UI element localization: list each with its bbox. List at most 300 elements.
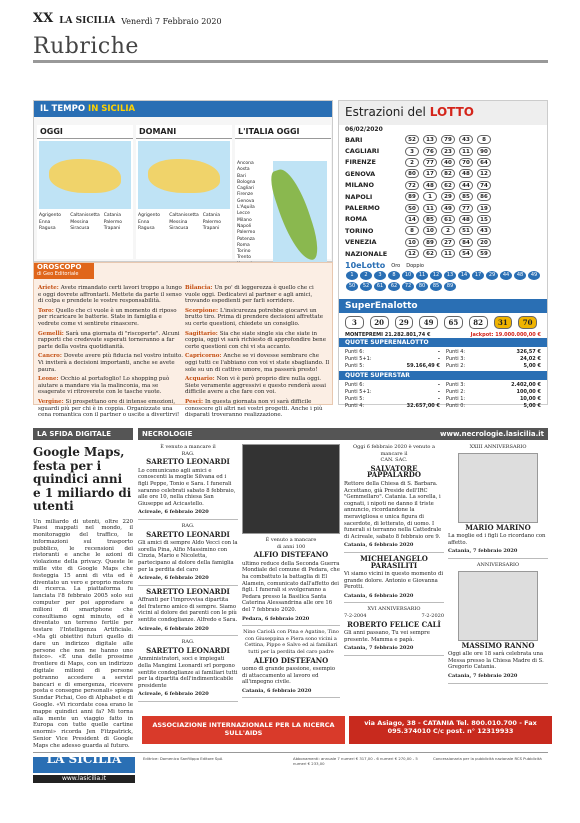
lotto-row — [339, 191, 547, 202]
lotto-ball: 2 — [405, 158, 419, 167]
lotto-city: BARI — [345, 135, 363, 144]
horoscope-entry — [38, 376, 183, 396]
horoscope-title: OROSCOPO — [37, 263, 82, 271]
lotto-title-b: LOTTO — [429, 105, 474, 119]
obit-city-date: Catania, 7 febbraio 2020 — [344, 645, 414, 652]
quote-cell — [345, 349, 440, 355]
lotto-row — [339, 157, 547, 168]
horoscope-text: Sia che siate single sia che siate in coppia, oggi vi sarà richiesto di approfondire bene certe questioni con chi vi sta accanto. — [185, 330, 326, 350]
weather-city: Agrigento — [39, 213, 62, 218]
quote-cell — [446, 382, 541, 388]
weather-tomorrow-title: DOMANI — [136, 125, 232, 139]
lotto-ball: 77 — [459, 204, 473, 213]
dieci-ball: 72 — [402, 282, 414, 291]
lotto-city: NAPOLI — [345, 192, 373, 201]
horoscope-entry — [185, 285, 330, 305]
obit-city-date: Catania, 7 febbraio 2020 — [448, 672, 518, 679]
lotto-ball: 52 — [405, 135, 419, 144]
obit-name: SARETTO LEONARDI — [146, 586, 230, 596]
ad-association: ASSOCIAZIONE INTERNAZIONALE PER LA RICERCA SULL'AIDS — [142, 716, 345, 744]
superenalotto-title: SuperEnalotto — [339, 299, 547, 313]
weather-bar-highlight: IN SICILIA — [88, 104, 136, 114]
lotto-ball: 79 — [441, 135, 455, 144]
dieci-ball: 49 — [528, 271, 540, 280]
obit-city-date: Acireale, 6 febbraio 2020 — [138, 691, 209, 698]
lotto-ball: 89 — [405, 192, 419, 201]
lotto-ball: 11 — [459, 147, 473, 156]
lotto-ball: 1 — [423, 192, 437, 201]
obit-name: MICHELANGELO PARASILITI — [360, 553, 428, 570]
superenalotto-ball: 82 — [469, 316, 488, 329]
horoscope-sign: Scorpione: — [185, 307, 220, 314]
lotto-ball: 12 — [477, 169, 491, 178]
horoscope-text: Dovete avere più fiducia nel vostro intuito. Vi inviterà a decisioni importanti, anche se avete paura. — [38, 353, 183, 373]
lotto-ball: 86 — [477, 192, 491, 201]
lotto-city: GENOVA — [345, 169, 376, 178]
quote-value: 10,00 € — [519, 396, 541, 403]
lotto-ball: 64 — [477, 158, 491, 167]
quote-label: Punti 5: — [345, 363, 365, 370]
lotto-ball: 76 — [423, 147, 437, 156]
quote-cell — [345, 356, 440, 362]
obit-text: uomo di grande passione, esempio di attaccamento al lavoro ed all'impegno civile. — [242, 666, 336, 686]
obit-name: ALFIO DISTEFANO — [253, 550, 329, 560]
quote-value: 326,57 € — [516, 349, 541, 356]
lotto-ball: 80 — [405, 169, 419, 178]
lotto-row — [339, 225, 547, 236]
weather-city: Siracusa — [169, 226, 189, 231]
horoscope-entry — [185, 331, 330, 351]
obit-text: La moglie ed i figli Lo ricordano con affetto. — [448, 533, 546, 546]
quote-value: 5,00 € — [523, 403, 541, 410]
lotto-ball: 61 — [441, 215, 455, 224]
horoscope-sub: di Geo Editoriale — [37, 271, 79, 277]
dieci-doppio: Doppio — [406, 262, 424, 269]
obit-city-date: Catania, 6 febbraio 2020 — [242, 687, 312, 694]
obit-title: RAG. — [181, 522, 195, 529]
weather-city: Messina — [70, 219, 89, 225]
obit-text: Vi siamo vicini in questo momento di grande dolore. Antonio e Giovanna Perotti. — [344, 571, 444, 591]
quote-value: 59.166,49 € — [406, 363, 440, 370]
horoscope-sign: Toro: — [38, 307, 56, 314]
italy-city: Napoli — [237, 223, 252, 229]
quote-value: - — [437, 356, 440, 363]
obit-divider — [344, 602, 444, 603]
dieci-label: 10eLotto — [345, 261, 386, 271]
italy-map — [273, 161, 327, 273]
lotto-ball: 90 — [477, 147, 491, 156]
weather-city: Ragusa — [138, 226, 155, 231]
dieci-ball: 11 — [416, 271, 428, 280]
quote-cell — [345, 363, 440, 369]
horoscope-left — [38, 285, 183, 422]
lotto-row — [339, 134, 547, 145]
obituaries-url[interactable]: www.necrologie.lasicilia.it — [440, 430, 544, 438]
horoscope-text: In questa giornata non vi sarà difficile conoscere gli altri nei vostri progetti. Anche i più disparati troveranno realizzazione. — [185, 398, 323, 419]
quote-label: Punti 3: — [446, 356, 466, 363]
quote-label: Punti 6: — [345, 349, 365, 356]
quote-cell — [446, 403, 541, 409]
weather-city: Agrigento — [138, 213, 161, 218]
sicily-map-today — [39, 141, 131, 209]
italy-city: Aosta — [237, 167, 250, 173]
obit-name: ROBERTO FELICE CALÌ — [347, 619, 441, 629]
lotto-ball: 59 — [477, 249, 491, 258]
quote-cell — [446, 389, 541, 395]
horoscope-entry — [38, 353, 183, 373]
lotto-ball: 8 — [477, 135, 491, 144]
portrait-photo — [242, 444, 340, 534]
dieci-ball: 17 — [472, 271, 484, 280]
weather-today-table — [37, 211, 133, 235]
horoscope-sign: Capricorno: — [185, 353, 224, 360]
quote-label: Punti 5+1: — [345, 389, 372, 396]
quote-label: Punti 4: — [345, 403, 365, 410]
footer-editrice: Editrice: Domenico Sanfilippo Editore SpA — [143, 756, 223, 761]
weather-italy-title: L'ITALIA OGGI — [235, 125, 331, 139]
dieci-ball: 50 — [346, 282, 358, 291]
dieci-ball: 48 — [514, 271, 526, 280]
issue-date: Venerdì 7 Febbraio 2020 — [121, 17, 222, 26]
horoscope-sign: Bilancia: — [185, 285, 215, 291]
weather-city: Trapani — [103, 226, 121, 231]
horoscope-sign: Pesci: — [185, 398, 205, 405]
lotto-row — [339, 202, 547, 213]
lotto-city: VENEZIA — [345, 238, 377, 247]
quote-label: Punti 2: — [446, 389, 466, 396]
lotto-ball: 8 — [405, 226, 419, 235]
lotto-ball: 85 — [459, 192, 473, 201]
weather-tomorrow-table — [136, 211, 232, 235]
obit-name: MASSIMO RANNO — [461, 640, 535, 650]
quote-label: Punti 3: — [446, 382, 466, 389]
quote-cell — [446, 356, 541, 362]
lotto-ball: 27 — [441, 238, 455, 247]
lotto-city: PALERMO — [345, 204, 380, 213]
lotto-ball: 20 — [477, 238, 491, 247]
montepremi: MONTEPREMI 21.282.801,74 € — [345, 332, 431, 339]
header-rule — [33, 60, 548, 63]
horoscope-sign: Acquario: — [185, 376, 217, 383]
dieci-balls — [345, 270, 541, 292]
horoscope-entry — [38, 331, 183, 351]
obit-col-3 — [344, 444, 444, 659]
weather-today-title: OGGI — [37, 125, 133, 139]
horoscope-entry — [185, 308, 330, 328]
italy-city: Torino — [237, 249, 251, 255]
lotto-city: CAGLIARI — [345, 147, 380, 156]
italy-city: Bari — [237, 173, 246, 179]
superenalotto-ball: 70 — [518, 316, 537, 329]
quote-value: 5,00 € — [523, 363, 541, 370]
obit-title: RAG. — [181, 450, 195, 457]
horoscope-sign: Cancro: — [38, 353, 64, 360]
obit-title: di anni 100 — [276, 543, 306, 550]
footer-url[interactable]: www.lasicilia.it — [33, 775, 135, 783]
horoscope-text: L'insicurezza potrebbe giocarvi un brutto tiro. Prima di prendere decisioni affrettate su certe questioni, chiedete un consiglio. — [185, 307, 323, 327]
horoscope-text: Occhio al portafoglio! Lo shopping può aiutare a mandare via la malinconia, ma se esagerate vi ritroverete con le tasche vuote. — [38, 376, 170, 396]
obit-intro: Oggi 6 febbraio 2020 è venuto a mancare il — [353, 444, 435, 457]
obit-name: SARETTO LEONARDI — [146, 645, 230, 655]
italy-city: Trento — [237, 255, 251, 261]
quote-value: - — [437, 349, 440, 356]
quote-cell — [345, 389, 440, 395]
quote-value: 2.402,00 € — [511, 382, 541, 389]
obit-text: Gli anni passano, Tu vei sempre presente. Mamma e papà. — [344, 630, 430, 643]
quote-value: - — [437, 389, 440, 396]
lotto-ball: 3 — [405, 147, 419, 156]
quote-value: 32.657,00 € — [406, 403, 440, 410]
quote-label: Punti 5: — [345, 396, 365, 403]
superenalotto-ball: 49 — [419, 316, 438, 329]
horoscope-sign: Sagittario: — [185, 330, 220, 337]
obituaries-bar — [138, 428, 548, 440]
obit-text: Rettore della Chiesa di S. Barbara. Accettano, già Preside dell'IRC "Gemmellaro". Catania. La sorella, i cognati, i nipoti ne danno il triste annuncio, ricordandone la meravigliosa e unica figura di sacerdote, di letterato, di uomo. I funerali si terranno nella Cattedrale di Acireale, sabato 8 febbraio ore 9. — [344, 480, 442, 540]
italy-city: Palermo — [237, 230, 256, 236]
horoscope-text: Non vi è però proprio dire nulla oggi. Siete veramente aggressivi e questo renderà assai difficile avere a che fare con voi. — [185, 376, 326, 396]
dieci-ball: 10 — [402, 271, 414, 280]
obit-city-date: Acireale, 6 febbraio 2020 — [138, 509, 209, 516]
dieci-ball: 29 — [486, 271, 498, 280]
weather-city: Enna — [138, 219, 150, 225]
quote-se-title: QUOTE SUPERENALOTTO — [339, 338, 547, 347]
obit-text: ultimo reduce della Seconda Guerra Mondiale del comune di Pedara, che ha combattuto la battaglia di El Alamein, comunicato dall'affetto dei figli. I funerali si svolgeranno a Pedara presso la Basilica Santa Caterina Alessandrina alle ore 16 del 7 febbraio 2020. — [242, 560, 340, 613]
obit-name: SARETTO LEONARDI — [146, 457, 230, 467]
lotto-ball: 54 — [459, 249, 473, 258]
dieci-ball: 61 — [374, 282, 386, 291]
lotto-ball: 12 — [405, 249, 419, 258]
horoscope-text: Sarà una giornata di "riscoperte". Alcuni rapporti che credevate superati torneranno a far parte della vostra quotidianità. — [38, 330, 180, 350]
lotto-date: 06/02/2020 — [345, 126, 383, 133]
lotto-ball: 13 — [423, 135, 437, 144]
quote-star-title: QUOTE SUPERSTAR — [339, 371, 547, 380]
obit-intro: XVI ANNIVERSARIO — [367, 606, 421, 613]
weather-italy — [235, 125, 331, 259]
obit-divider — [344, 552, 444, 553]
obit-name: MARIO MARINO — [465, 522, 531, 532]
quote-label: Punti 0: — [446, 403, 466, 410]
lotto-ball: 44 — [459, 181, 473, 190]
horoscope-right — [185, 285, 330, 422]
lotto-ball: 85 — [423, 215, 437, 224]
lotto-title-a: Estrazioni del — [345, 105, 426, 119]
portrait-photo — [458, 453, 538, 523]
quote-value: - — [437, 396, 440, 403]
horoscope-sign: Vergine: — [38, 398, 66, 405]
obit-text: Lo comunicano agli amici e conoscenti la moglie Silvana ed i figli Peppe, Tonio e Sara. I funerali saranno celebrati sabato 8 febbraio, alle ore 10, nella chiesa San Giuseppe ad Acicastello. — [138, 467, 236, 507]
dieci-oro: Oro — [391, 262, 401, 269]
obit-name: ALFIO DISTEFANO — [253, 655, 329, 665]
lotto-ball: 17 — [423, 169, 437, 178]
obit-divider — [242, 697, 340, 698]
dieci-ball: 62 — [388, 282, 400, 291]
obit-intro: ANNIVERSARIO — [476, 561, 520, 568]
quote-value: 24,02 € — [519, 356, 541, 363]
lotto-ball: 84 — [459, 238, 473, 247]
lotto-row — [339, 180, 547, 191]
dieci-ball: 89 — [444, 282, 456, 291]
article-headline: Google Maps, festa per i quindici anni e 1 miliardo di utenti — [33, 445, 132, 513]
quote-label: Punti 5+1: — [345, 356, 372, 363]
weather-city: Palermo — [202, 219, 221, 225]
lotto-ball: 70 — [459, 158, 473, 167]
jackpot: Jackpot: 19.000.000,00 € — [470, 332, 541, 339]
weather-city: Catania — [103, 213, 122, 218]
obit-text: Amministratori, soci e impiegati della Mangimi Leonardi srl porgono sentite condoglianze ai familiari tutti per la dipartita dell'indimenticabile presidente — [138, 656, 238, 689]
weather-city: Caltanissetta — [169, 213, 199, 218]
lotto-ball: 62 — [423, 249, 437, 258]
lotto-ball: 43 — [459, 135, 473, 144]
superenalotto-ball: 31 — [494, 316, 513, 329]
lotto-ball: 62 — [441, 181, 455, 190]
dieci-ball: 52 — [360, 282, 372, 291]
lotto-row — [339, 214, 547, 225]
horoscope-text: Anche se vi dovesse sembrare che oggi tutti ce l'abbiano con voi vi state sbagliando. Il sole su un di cattivo umore, ma passerà presto! — [185, 353, 330, 373]
obit-city-date: Acireale, 6 febbraio 2020 — [138, 575, 209, 582]
horoscope-text: Avete rimandato certi lavori troppo a lungo e oggi dovrete affrontarli. Mettete da parte il senso di colpa e prendete le vostre responsabilità. — [38, 285, 182, 305]
italy-city-list — [237, 161, 255, 268]
lotto-ball: 48 — [459, 215, 473, 224]
weather-city: Enna — [39, 219, 51, 225]
lotto-box — [338, 100, 548, 410]
section-title: Rubriche — [33, 34, 139, 59]
page-header — [33, 8, 548, 26]
weather-today — [37, 125, 133, 259]
superenalotto-ball: 20 — [370, 316, 389, 329]
obit-text: Affranti per l'improvvisa dipartita del fraterno amico di sempre. Siamo vicini al dolore dei parenti con le più sentite condoglianze. Alfredo e Sara. — [138, 597, 238, 624]
aids-ad — [142, 716, 552, 744]
obit-text: Oggi alle ore 18 sarà celebrata una Messa presso la Chiesa Madre di S. Gregorio Catania. — [448, 651, 544, 671]
obit-date-end: 7-2-2020 — [421, 613, 444, 620]
weather-city: Ragusa — [39, 226, 56, 231]
obit-intro: È venuto a mancare il — [160, 444, 216, 450]
quote-label: Punti 2: — [446, 363, 466, 370]
lotto-city: TORINO — [345, 226, 374, 235]
footer-logo: LA SICILIA — [33, 757, 135, 773]
dieci-ball: 2 — [360, 271, 372, 280]
weather-city: Messina — [169, 219, 188, 225]
lotto-ball: 10 — [423, 226, 437, 235]
weather-bar-prefix: IL TEMPO — [40, 104, 86, 114]
quote-label: Punti 1: — [446, 396, 466, 403]
lotto-ball: 89 — [423, 238, 437, 247]
dieci-ball: 1 — [346, 271, 358, 280]
obit-intro: XXIII ANNIVERSARIO — [469, 444, 527, 450]
lotto-ball: 29 — [441, 192, 455, 201]
obit-divider — [138, 519, 238, 520]
superenalotto-ball: 65 — [444, 316, 463, 329]
lotto-city: FIRENZE — [345, 158, 376, 167]
lotto-ball: 82 — [441, 169, 455, 178]
obit-divider — [448, 558, 548, 559]
weather-city: Palermo — [103, 219, 122, 225]
obit-city-date: Pedara, 6 febbraio 2020 — [242, 615, 310, 622]
lotto-ball: 74 — [477, 181, 491, 190]
weather-city: Siracusa — [70, 226, 90, 231]
quote-value: 100,00 € — [516, 389, 541, 396]
lotto-ball: 72 — [405, 181, 419, 190]
lotto-ball: 19 — [477, 204, 491, 213]
italy-city: Ancona — [237, 161, 254, 166]
quote-label: Punti 4: — [446, 349, 466, 356]
lotto-ball: 10 — [405, 238, 419, 247]
obit-text: Gli amici di sempre Aldo Vecci con la sorella Pina, Alfio Massimino con Cinzia, Mario e Nicoletta, partecipano al dolore della famiglia per la perdita del caro — [138, 540, 238, 573]
lotto-ball: 11 — [423, 204, 437, 213]
footer-pubblicita: Concessionaria per la pubblicità nazionale RCS Pubblicità — [433, 756, 542, 761]
italy-city: Milano — [237, 217, 252, 223]
horoscope-entry — [38, 308, 183, 328]
superenalotto-balls — [339, 313, 547, 332]
weather-city: Trapani — [202, 226, 220, 231]
lotto-ball: 23 — [441, 147, 455, 156]
obit-intro: Nino Cariolà con Pina e Agatino, Tino con Giuseppina e Piera sono vicini a Cettina, Pippo e Salvo ed ai familiari tutti per la perdita del caro padre — [243, 629, 339, 655]
lotto-row — [339, 248, 547, 259]
obit-city-date: Catania, 7 febbraio 2020 — [448, 548, 518, 555]
obit-divider — [138, 585, 238, 586]
digital-challenge-bar: LA SFIDA DIGITALE — [33, 428, 133, 440]
horoscope-entry — [185, 353, 330, 373]
horoscope-entry — [185, 376, 330, 396]
lotto-ball: 50 — [405, 204, 419, 213]
page-number: XX — [33, 11, 54, 26]
italy-city: Lecce — [237, 211, 250, 217]
quote-cell — [446, 363, 541, 369]
quote-cell — [345, 396, 440, 402]
lotto-row — [339, 237, 547, 248]
obit-city-date: Acireale, 6 febbraio 2020 — [138, 625, 209, 632]
horoscope-entry — [185, 399, 330, 419]
horoscope-sign: Ariete: — [38, 285, 61, 291]
italy-city: L'Aquila — [237, 205, 255, 211]
lotto-ball: 51 — [459, 226, 473, 235]
horoscope-entry — [38, 399, 183, 419]
quote-cell — [345, 382, 440, 388]
horoscope-tag — [34, 263, 94, 279]
weather-bar — [34, 101, 332, 117]
italy-city: Genova — [237, 198, 255, 204]
quote-cell — [446, 396, 541, 402]
ad-contacts: via Asiago, 38 - CATANIA Tel. 800.010.700 - Fax 095.374010 C/c post. n° 12319933 — [349, 716, 552, 744]
weather-box — [33, 100, 333, 262]
lotto-header — [339, 101, 547, 125]
obit-col-2 — [242, 444, 340, 701]
lotto-city: ROMA — [345, 215, 368, 224]
dieci-ball: 80 — [416, 282, 428, 291]
horoscope-sign: Gemelli: — [38, 330, 66, 337]
obit-divider — [242, 625, 340, 626]
obit-divider — [448, 683, 548, 684]
weather-city: Caltanissetta — [70, 213, 100, 218]
lotto-city: NAZIONALE — [345, 249, 388, 258]
quote-se-table — [339, 347, 547, 371]
lotto-ball: 11 — [441, 249, 455, 258]
obit-col-1 — [138, 444, 238, 705]
horoscope-text: Si prospettano ore di intense emozioni, sguardi più per chi è in coppia. Organizzate una cena romantica con il partner o uscite a divertirvi! — [38, 398, 180, 419]
obit-divider — [138, 701, 238, 702]
lotto-ball: 14 — [405, 215, 419, 224]
italy-city: Bologna — [237, 179, 256, 185]
quote-cell — [446, 349, 541, 355]
lotto-ball: 2 — [441, 226, 455, 235]
obit-name: SALVATORE PAPPALARDO — [367, 463, 421, 480]
dieci-ball: 3 — [374, 271, 386, 280]
dieci-ball: 85 — [430, 282, 442, 291]
obit-title: CAN. SAC. — [380, 457, 408, 464]
dieci-ball: 14 — [458, 271, 470, 280]
portrait-photo — [458, 571, 538, 641]
weather-tomorrow — [136, 125, 232, 259]
article-body: Un miliardo di utenti, oltre 220 Paesi mappati nel mondo, il monitoraggio del traffico, le informazioni sul trasporto pubblico, le recensioni dei ristoranti e anche le azioni di violazione della privacy. Queste le mille vite di Google Maps che festeggia 15 anni di vita ed è diventato un vero e proprio motore di ricerca. La piattaforma fu lanciata l'8 febbraio 2005 solo sui computer per poi approdare a milioni di smartphone che consultiamo ogni minuto, ed è diventato un terreno fertile per testare l'Intelligenza Artificiale. «Ma gli obiettivi futuri quello di dare un indirizzo digitale alle persone che non ne hanno uno fisico». «E una delle prossime frontiere di Maps, con un indirizzo digitale milioni di persone potranno accedere a servizi bancari e di emergenza, ricevere posta e consegne personali» spiega Sundar Pichai, Ceo di Alphabet e di Google. «Vi ricordate cosa erano le mappe quindici anni fa? Mi torna alla mente un viaggio fatto in Europa con tutte quelle cartine enormi» ricorda Jen Fitzpatrick, Senior Vice President di Google Maps che adesso guarda al futuro. — [33, 518, 133, 749]
